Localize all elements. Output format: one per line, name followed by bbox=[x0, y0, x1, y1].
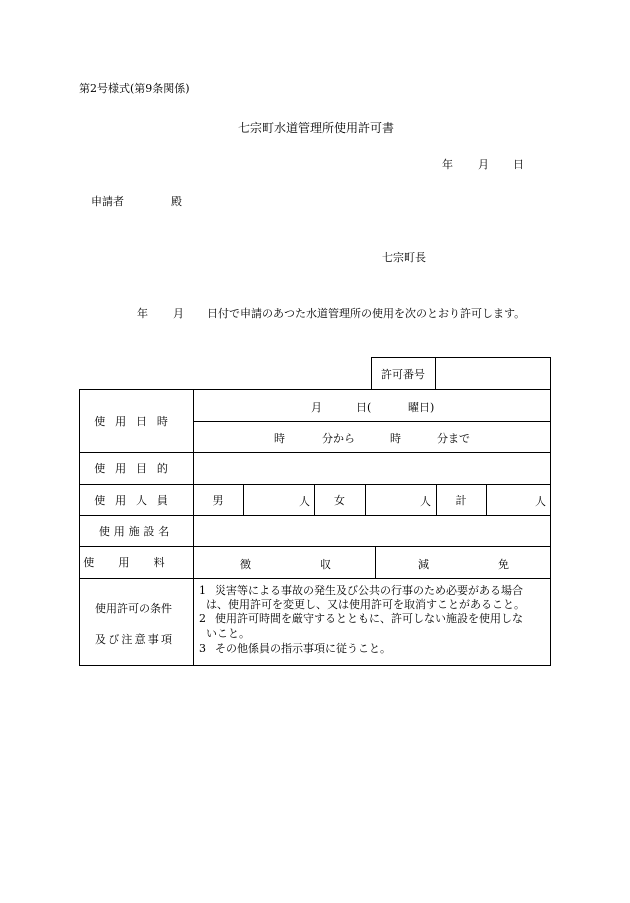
male-unit: 人 bbox=[299, 495, 310, 508]
date-month: 月 bbox=[478, 158, 489, 171]
usage-weekday: 曜日) bbox=[408, 401, 435, 414]
condition-2-text: 使用許可時間を厳守するとともに、許可しない施設を使用しな bbox=[215, 612, 523, 625]
body-year: 年 bbox=[137, 307, 148, 320]
form-number: 第2号様式(第9条関係) bbox=[79, 82, 190, 95]
fee-collect-2: 収 bbox=[320, 558, 331, 571]
date-day: 日 bbox=[513, 158, 524, 171]
condition-1-text-cont: は、使用許可を変更し、又は使用許可を取消すことがあること。 bbox=[206, 598, 525, 611]
people-label: 使用人員 bbox=[94, 493, 178, 507]
condition-3-number: 3 bbox=[199, 642, 206, 655]
condition-1-text: 災害等による事故の発生及び公共の行事のため必要がある場合 bbox=[215, 584, 523, 597]
document-title: 七宗町水道管理所使用許可書 bbox=[238, 121, 395, 135]
body-month: 月 bbox=[173, 307, 184, 320]
female-unit: 人 bbox=[420, 495, 431, 508]
condition-item-3 bbox=[199, 642, 551, 656]
applicant-label: 申請者 bbox=[91, 195, 124, 208]
usage-minute-until: 分まで bbox=[437, 432, 470, 445]
total-unit: 人 bbox=[535, 495, 546, 508]
usage-hour-from: 時 bbox=[274, 432, 285, 445]
condition-item-1 bbox=[199, 584, 551, 598]
condition-item-2 bbox=[199, 612, 551, 626]
purpose-label: 使用目的 bbox=[94, 462, 178, 475]
purpose-value bbox=[193, 452, 550, 484]
condition-1-number: 1 bbox=[199, 584, 206, 597]
date-year: 年 bbox=[442, 158, 453, 171]
facility-label: 使用施設名 bbox=[98, 524, 174, 538]
body-text: 日付で申請のあつた水道管理所の使用を次のとおり許可します。 bbox=[207, 307, 526, 320]
fee-label: 使用料 bbox=[83, 556, 189, 569]
condition-item-2-cont bbox=[206, 627, 558, 641]
fee-exempt-2: 免 bbox=[498, 558, 509, 571]
female-label: 女 bbox=[334, 493, 345, 507]
usage-month: 月 bbox=[311, 401, 322, 414]
usage-datetime-label: 使用日時 bbox=[94, 414, 178, 428]
conditions-label-line1: 使用許可の条件 bbox=[95, 602, 172, 615]
condition-3-text: その他係員の指示事項に従うこと。 bbox=[215, 642, 391, 655]
permit-number-label: 許可番号 bbox=[381, 367, 425, 381]
usage-day: 日( bbox=[356, 401, 372, 414]
applicant-honorific: 殿 bbox=[171, 195, 182, 208]
condition-2-text-cont: いこと。 bbox=[206, 627, 250, 640]
condition-2-number: 2 bbox=[199, 612, 206, 625]
total-label: 計 bbox=[455, 493, 467, 507]
conditions-label-line2: 及び注意事項 bbox=[95, 633, 175, 646]
issuer-name: 七宗町長 bbox=[382, 251, 426, 264]
usage-minute-from: 分から bbox=[322, 432, 355, 445]
permit-number-value bbox=[435, 357, 550, 390]
facility-value bbox=[193, 515, 550, 546]
fee-collect-1: 徴 bbox=[240, 558, 251, 571]
male-label: 男 bbox=[212, 493, 224, 507]
usage-hour-until: 時 bbox=[390, 432, 401, 445]
fee-exempt-1: 減 bbox=[418, 558, 429, 571]
condition-item-1-cont bbox=[206, 598, 558, 612]
